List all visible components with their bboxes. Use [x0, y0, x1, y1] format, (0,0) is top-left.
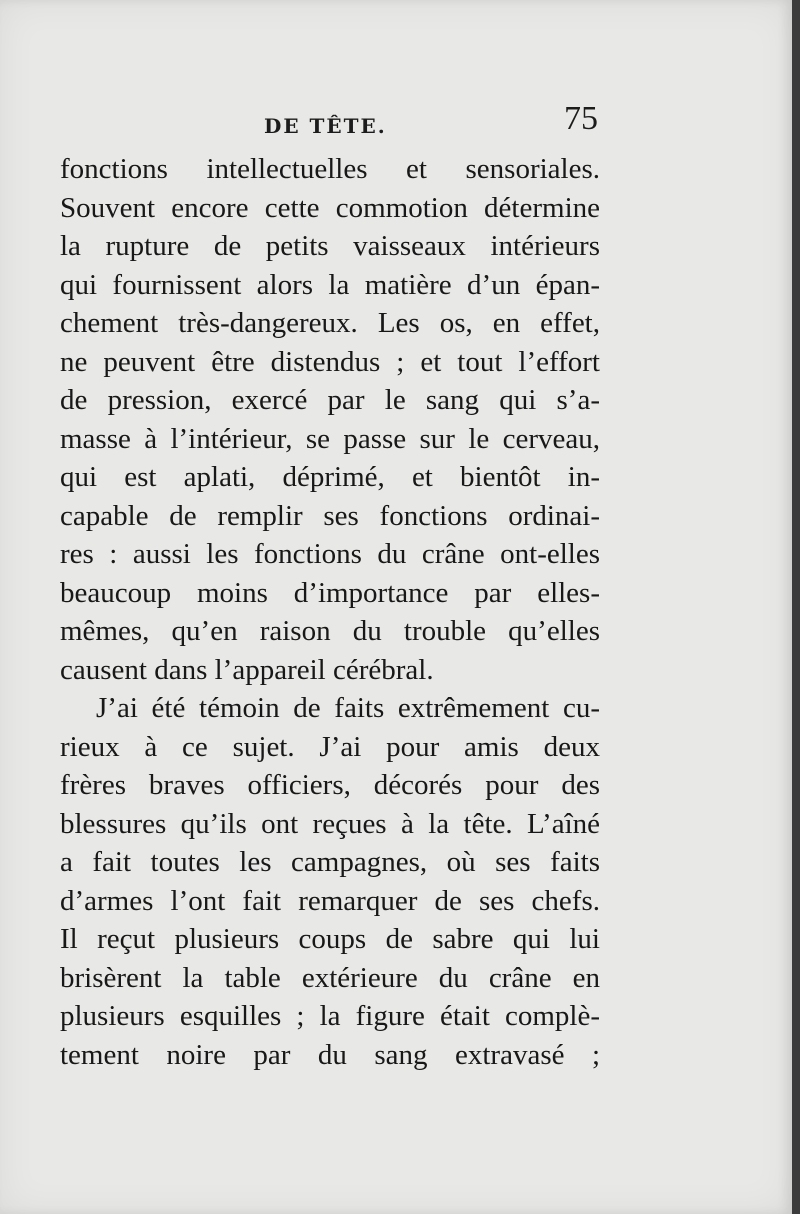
text-line: fonctions intellectuelles et sensoriales. [60, 153, 600, 185]
page-edge [792, 0, 800, 1214]
running-head [62, 96, 598, 156]
page-number: 75 [564, 100, 598, 137]
text-line: frères braves officiers, décorés pour des [60, 769, 600, 801]
text-line: ne peuvent être distendus ; et tout l’effort [60, 345, 600, 378]
text-line: qui fournissent alors la matière d’un épan- [60, 268, 600, 301]
text-line: Il reçut plusieurs coups de sabre qui lui [60, 923, 600, 955]
text-line: masse à l’intérieur, se passe sur le cerveau, [60, 422, 600, 455]
text-line: causent dans l’appareil cérébral. [60, 653, 434, 686]
text-line: brisèrent la table extérieure du crâne en [60, 961, 600, 994]
running-head-title: DE TÊTE. [264, 114, 387, 138]
text-line: mêmes, qu’en raison du trouble qu’elles [60, 615, 600, 647]
text-line: plusieurs esquilles ; la figure était complè- [60, 1000, 600, 1032]
text-line: blessures qu’ils ont reçues à la tête. L’aîné [60, 807, 600, 840]
text-line: d’armes l’ont fait remarquer de ses chefs. [60, 884, 600, 917]
text-line: J’ai été témoin de faits extrêmement cu- [96, 692, 600, 724]
text-line: la rupture de petits vaisseaux intérieurs [60, 230, 600, 262]
text-line: tement noire par du sang extravasé ; [60, 1038, 600, 1071]
body-text [60, 150, 600, 1074]
text-line: de pression, exercé par le sang qui s’a- [60, 384, 600, 416]
text-line: beaucoup moins d’importance par elles- [60, 576, 600, 609]
text-line: qui est aplati, déprimé, et bientôt in- [60, 461, 600, 493]
text-line: a fait toutes les campagnes, où ses faits [60, 846, 600, 878]
text-line: Souvent encore cette commotion détermine [60, 191, 600, 224]
text-line: chement très-dangereux. Les os, en effet, [60, 307, 600, 339]
text-line: rieux à ce sujet. J’ai pour amis deux [60, 730, 600, 763]
text-line: res : aussi les fonctions du crâne ont-elles [60, 538, 600, 570]
text-line: capable de remplir ses fonctions ordinai- [60, 499, 600, 532]
